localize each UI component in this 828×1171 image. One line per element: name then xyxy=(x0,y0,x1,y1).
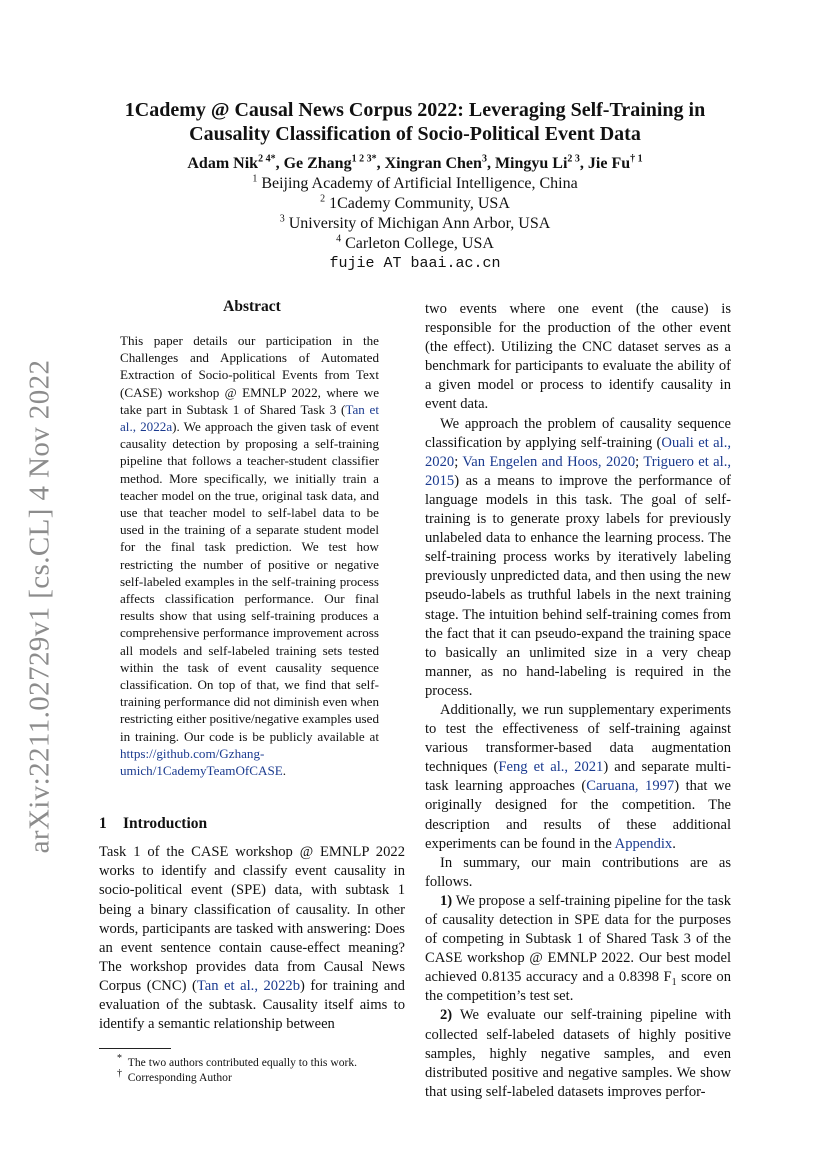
paragraph-text: We evaluate our self-training pipeline with collected self-labeled datasets of highly positive samples, highly negative samples, and even distributed positive and negative samples. We show that using self-labeled datasets improves perfor- xyxy=(425,1007,731,1100)
author-affiliation-mark: 1 2 3* xyxy=(351,153,377,165)
body-paragraph: In summary, our main contributions are as follows. xyxy=(425,854,731,890)
appendix-link[interactable]: Appendix xyxy=(614,835,673,852)
citation-link[interactable]: Feng et al., 2021 xyxy=(498,759,604,776)
citation-link[interactable]: Ouali et al., 2020 xyxy=(425,434,731,470)
author-affiliation-mark: 2 4* xyxy=(258,153,276,165)
paragraph-text: ) that we originally designed for the competition. The description and results of these additional experiments can be found in the xyxy=(425,778,731,852)
affiliation-text: Carleton College, USA xyxy=(345,235,494,252)
author-separator: , xyxy=(579,155,588,172)
contribution-item xyxy=(425,892,731,1007)
affiliation-number: 3 xyxy=(279,213,285,225)
affiliation xyxy=(95,194,735,214)
paragraph-text: Task 1 of the CASE workshop @ EMNLP 2022 works to identify and classify event causality in socio-political event (SPE) data, with subtask 1 being a binary classification of causality. In other words, participants are tasked with answering: Does an event sentence contain cause-effect meaning? The workshop provides data from Causal News Corpus (CNC) ( xyxy=(99,844,405,994)
paragraph-text: ; xyxy=(454,453,463,470)
paragraph-text: ) as a means to improve the performance of language models in this task. The goal of self-training is to generate proxy labels for previously unlabeled data to enhance the learning process. The self-training process works by iteratively labeling previously unpredicted data, and then using the new pseudo-labels as truthful labels in the next training stage. The intuition behind self-training comes from the fact that it can pseudo-expand the training space to basically an unlimited size in a very cheap manner, as no hand-labeling is required in the process. xyxy=(425,472,731,699)
affiliation-text: Beijing Academy of Artificial Intelligence, China xyxy=(261,175,578,192)
contribution-number: 1) xyxy=(440,892,453,909)
abstract-text: ). We approach the given task of event causality detection by proposing a self-training pipeline that follows a teacher-student classifier method. More specifically, we initially train a teacher model on the true, original task data, and use that teacher model to self-label data to be used in the training of a separate student model for the final task prediction. We test how restricting the number of positive or negative self-labeled examples in the self-training process affects classification performance. Our final results show that using self-training produces a comprehensive performance improvement across all models and self-labeled training sets tested within the task of event causality sequence classification. On top of that, we find that self-training performance did not diminish even when restricting either positive/negative examples used in training. Our code is be publicly available at xyxy=(120,419,379,744)
affiliation-number: 4 xyxy=(336,233,342,245)
body-paragraph xyxy=(425,415,731,701)
affiliation-number: 1 xyxy=(252,173,258,185)
footnote-text: Corresponding Author xyxy=(127,1071,232,1085)
code-repository-link[interactable]: https://github.com/Gzhang-umich/1CademyTeamOfCASE xyxy=(120,745,283,779)
paragraph-text: ) and separate multi-task learning approaches ( xyxy=(425,759,731,795)
affiliation xyxy=(95,174,735,194)
citation-link[interactable]: Triguero et al., 2015 xyxy=(425,453,731,489)
citation-link[interactable]: Tan et al., 2022b xyxy=(196,977,300,994)
intro-paragraph xyxy=(99,843,405,1034)
paragraph-text: We propose a self-training pipeline for the task of causality detection in SPE data for the purposes of competing in Subtask 1 of Shared Task 3 of the CASE workshop @ EMNLP 2022. Our best model achieved 0.8135 accuracy and a 0.8398 F xyxy=(425,892,731,986)
abstract-text: . xyxy=(282,763,287,779)
author-name: Ge Zhang xyxy=(283,155,352,172)
subscript: 1 xyxy=(671,977,677,989)
footnote-text: The two authors contributed equally to this work. xyxy=(127,1056,358,1070)
paragraph-text: Additionally, we run supplementary experiments to test the effectiveness of self-training against various transformer-based data augmentation techniques ( xyxy=(425,701,731,776)
author-separator: , xyxy=(486,155,495,172)
abstract-text: This paper details our participation in the Challenges and Applications of Automated Extraction of Socio-political Events from Text (CASE) workshop @ EMNLP 2022, where we take part in Subtask 1 of Shared Task 3 ( xyxy=(120,333,379,417)
footnote-mark: * xyxy=(117,1053,122,1065)
affiliation-text: University of Michigan Ann Arbor, USA xyxy=(288,215,551,232)
contact-email: fujie AT baai.ac.cn xyxy=(329,255,501,272)
author-name: Adam Nik xyxy=(187,155,259,172)
footnote-mark: † xyxy=(117,1068,122,1080)
affiliation xyxy=(95,234,735,254)
author-affiliation-mark: † 1 xyxy=(630,153,643,165)
abstract-body xyxy=(120,332,379,779)
paper-title: 1Cademy @ Causal News Corpus 2022: Leveraging Self-Training in Causality Classification of Socio-Political Event Data xyxy=(124,99,706,145)
footnote xyxy=(117,1070,405,1085)
section-heading-introduction xyxy=(99,815,405,833)
paragraph-text: We approach the problem of causality sequence classification by applying self-training ( xyxy=(425,415,731,451)
left-column xyxy=(99,298,405,1085)
arxiv-identifier-sidebar xyxy=(22,359,58,853)
body-paragraph xyxy=(425,701,731,854)
affiliation-text: 1Cademy Community, USA xyxy=(329,195,510,212)
section-number: 1 xyxy=(99,815,107,833)
paragraph-text: score on the competition’s test set. xyxy=(425,969,731,1005)
paragraph-text: ; xyxy=(635,453,644,470)
citation-link[interactable]: Caruana, 1997 xyxy=(586,778,675,795)
author-name: Xingran Chen xyxy=(384,155,482,172)
author-separator: , xyxy=(275,155,284,172)
citation-link[interactable]: Tan et al., 2022a xyxy=(120,401,379,435)
right-column xyxy=(425,300,731,1102)
arxiv-identifier-text: arXiv:2211.02729v1 [cs.CL] 4 Nov 2022 xyxy=(23,359,56,853)
footnote xyxy=(117,1055,405,1070)
paragraph-text: . xyxy=(672,835,676,852)
abstract-heading: Abstract xyxy=(223,298,281,315)
contribution-item xyxy=(425,1006,731,1101)
body-paragraph: two events where one event (the cause) is responsible for the production of the other event (the effect). Utilizing the CNC dataset serves as a benchmark for participants to evaluate the ability of a given model or process to identify causality in event data. xyxy=(425,301,731,413)
author-name: Mingyu Li xyxy=(494,155,568,172)
contribution-number: 2) xyxy=(440,1007,453,1024)
author-separator: , xyxy=(376,155,385,172)
paper-header xyxy=(95,98,735,274)
footnote-rule xyxy=(99,1048,171,1049)
author-list xyxy=(95,154,735,174)
affiliation xyxy=(95,214,735,234)
affiliation-list xyxy=(95,174,735,254)
author-affiliation-mark: 3 xyxy=(481,153,487,165)
author-name: Jie Fu xyxy=(587,155,631,172)
paragraph-text: ) for training and evaluation of the subtask. Causality itself aims to identify a semantic relationship between xyxy=(99,977,405,1033)
citation-link[interactable]: Van Engelen and Hoos, 2020 xyxy=(462,453,636,470)
affiliation-number: 2 xyxy=(320,193,326,205)
section-title: Introduction xyxy=(123,815,208,833)
author-affiliation-mark: 2 3 xyxy=(567,153,580,165)
